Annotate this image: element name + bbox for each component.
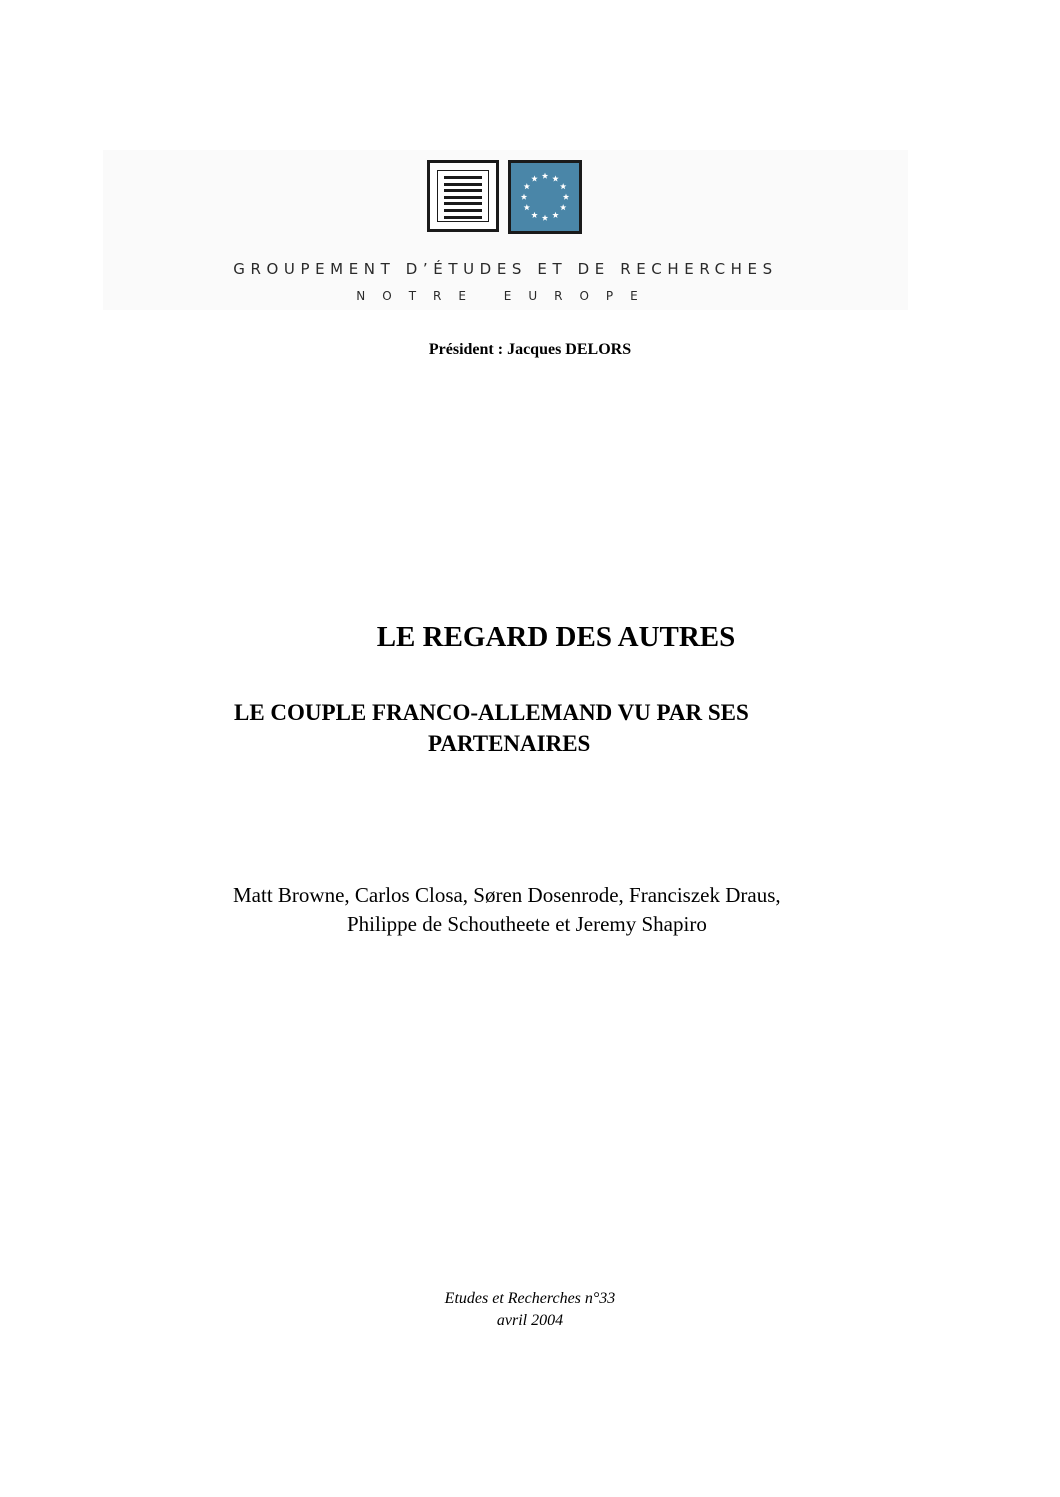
header-band [103,150,908,310]
president-line: Président : Jacques DELORS [428,341,632,358]
star-icon [524,183,530,189]
eu-stars-icon [508,160,582,234]
page-title: LE REGARD DES AUTRES [376,621,736,653]
star-icon [560,183,566,189]
star-icon [563,194,569,200]
star-icon [531,175,537,181]
star-icon [542,173,548,179]
subtitle-line-2: PARTENAIRES [428,731,591,756]
document-lines-icon [427,160,499,232]
series-label: Etudes et Recherches n°33 [444,1290,616,1307]
star-icon [552,212,558,218]
publication-date: avril 2004 [496,1312,564,1329]
star-icon [552,175,558,181]
group-name: GROUPEMENT D’ÉTUDES ET DE RECHERCHES [233,260,778,278]
subtitle-line-1: LE COUPLE FRANCO-ALLEMAND VU PAR SES [234,700,749,725]
authors-line-2: Philippe de Schoutheete et Jeremy Shapiro [347,912,707,936]
star-icon [542,215,548,221]
star-icon [521,194,527,200]
authors-line-1: Matt Browne, Carlos Closa, Søren Dosenrode, Franciszek Draus, [233,883,781,907]
star-icon [531,212,537,218]
eu-stars-svg [511,163,579,231]
sub-name: NOTRE EUROPE [356,289,655,303]
star-icon [560,204,566,210]
star-icon [524,204,530,210]
